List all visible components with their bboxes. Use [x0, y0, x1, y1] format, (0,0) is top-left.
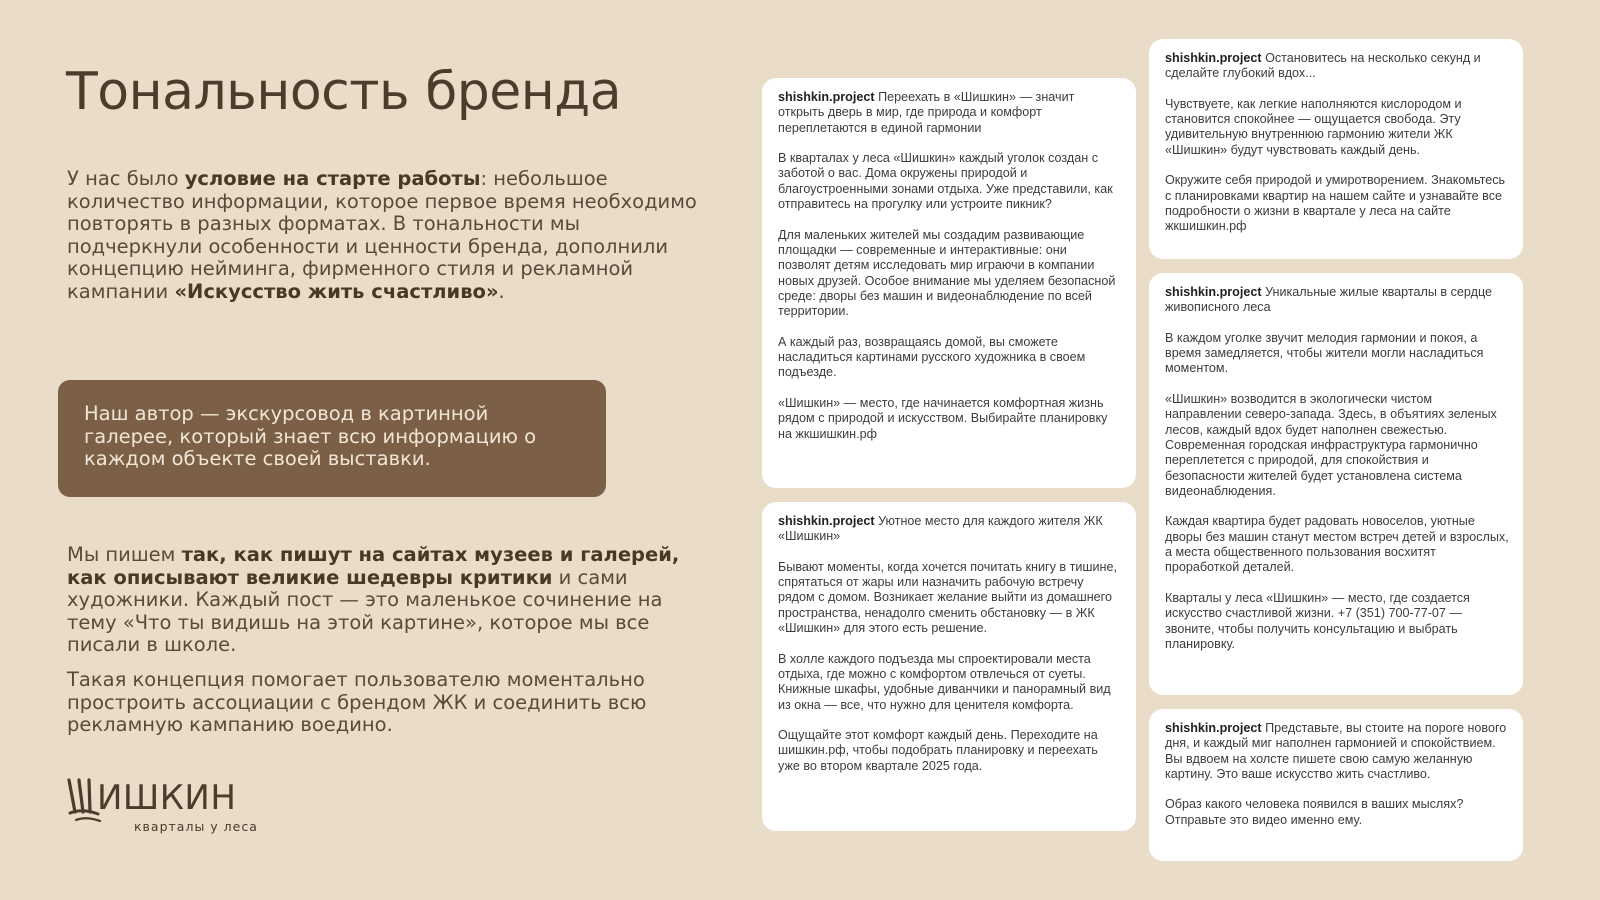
post-paragraph: Каждая квартира будет радовать новоселов, уютные дворы без машин станут местом встреч детей и взрослых, а места общественного пользования восхитят проработкой деталей. — [1165, 514, 1509, 575]
post-handle[interactable]: shishkin.project — [1165, 721, 1262, 735]
post-paragraph: Образ какого человека появился в ваших мыслях? Отправьте это видео именно ему. — [1165, 797, 1464, 827]
post-paragraph: Ощущайте этот комфорт каждый день. Переходите на шишкин.рф, чтобы подобрать планировку и переехать уже во втором квартале 2025 года. — [778, 728, 1098, 773]
post-paragraph: Чувствуете, как легкие наполняются кислородом и становится спокойнее — ощущается свобода. Эту удивительную внутреннюю гармонию жители ЖК «Шишкин» будут чувствовать каждый день. — [1165, 96, 1462, 157]
post-lead: shishkin.project Остановитесь на несколько секунд и сделайте глубокий вдох... — [1165, 51, 1481, 81]
post-paragraph: А каждый раз, возвращаясь домой, вы сможете насладиться картинами русского художника в своем подъезде. — [778, 334, 1086, 380]
author-quote-text: Наш автор — экскурсовод в картинной галерее, который знает всю информацию о каждом объекте своей выставки. — [84, 402, 537, 470]
post-paragraph: В каждом уголке звучит мелодия гармонии и покоя, а время замедляется, чтобы жители могли насладиться моментом. — [1165, 330, 1484, 376]
post-card — [1149, 709, 1523, 861]
post-lead: shishkin.project Переехать в «Шишкин» — значит открыть дверь в мир, где природа и комфорт переплетаются в единой гармонии — [778, 90, 1075, 135]
post-paragraph: Окружите себя природой и умиротворением. Знакомьтесь с планировками квартир на нашем сайте и узнавайте все подробности о жизни в квартале у леса на сайте жкшишкин.рф — [1165, 173, 1506, 234]
post-paragraph: «Шишкин» — место, где начинается комфортная жизнь рядом с природой и искусством. Выбирайте планировку на жкшишкин.рф — [778, 395, 1108, 441]
post-paragraph: В кварталах у леса «Шишкин» каждый уголок создан с заботой о вас. Дома окружены природой и благоустроенными зонами отдыха. Уже представили, как отправитесь на прогулку или устроите пикник? — [778, 151, 1113, 212]
author-quote-box — [58, 380, 606, 497]
post-lead: shishkin.project Уютное место для каждого жителя ЖК «Шишкин» — [778, 514, 1103, 544]
logo-tagline: кварталы у леса — [134, 819, 258, 834]
page-title: Тональность бренда — [66, 62, 622, 122]
brand-logo — [66, 778, 266, 838]
concept-paragraph: Такая концепция помогает пользователю моментально простроить ассоциации с брендом ЖК и соединить всю рекламную кампанию воедино. — [67, 668, 647, 736]
post-card — [762, 78, 1136, 488]
intro-paragraph: У нас было условие на старте работы: небольшое количество информации, которое первое время необходимо повторять в разных форматах. В тональности мы подчеркнули особенности и ценности бренда, дополнили концепцию нейминга, фирменного стиля и рекламной кампании «Искусство жить счастливо». — [67, 167, 697, 303]
post-card — [1149, 273, 1523, 695]
post-paragraph: Бывают моменты, когда хочется почитать книгу в тишине, спрятаться от жары или назначить рабочую встречу рядом с домом. Возникает желание выйти из домашнего пространства, ненадолго сменить обстановку — в ЖК «Шишкин» для этого есть решение. — [778, 559, 1118, 636]
post-paragraph: «Шишкин» возводится в экологически чистом направлении северо-запада. Здесь, в объятиях зеленых лесов, каждый вдох будет наполнен свежестью. Современная городская инфраструктура гармонично переплетется с природой, для спокойствия и безопасности жителей будет установлена система видеонаблюдения. — [1165, 392, 1497, 498]
post-paragraph: Кварталы у леса «Шишкин» — место, где создается искусство счастливой жизни. +7 (351) 700-77-07 — звоните, чтобы получить консультацию и выбрать планировку. — [1165, 590, 1470, 651]
post-lead: shishkin.project Уникальные жилые кварталы в сердце живописного леса — [1165, 285, 1493, 315]
post-handle[interactable]: shishkin.project — [778, 90, 875, 104]
post-handle[interactable]: shishkin.project — [1165, 51, 1262, 65]
logo-wordmark: ИШКИН — [97, 778, 237, 818]
post-handle[interactable]: shishkin.project — [1165, 285, 1262, 299]
post-handle[interactable]: shishkin.project — [778, 514, 875, 528]
post-lead: shishkin.project Представьте, вы стоите на пороге нового дня, и каждый миг наполнен гармонией и спокойствием. Вы вдвоем на холсте пишете свою самую желанную картину. Это ваше искусство жить счастливо. — [1165, 721, 1507, 781]
approach-paragraph: Мы пишем так, как пишут на сайтах музеев и галерей, как описывают великие шедевры критики и сами художники. Каждый пост — это маленькое сочинение на тему «Что ты видишь на этой картине», которое мы все писали в школе. — [67, 543, 680, 656]
post-card — [762, 502, 1136, 831]
post-paragraph: Для маленьких жителей мы создадим развивающие площадки — современные и интерактивные: они позволят детям исследовать мир играючи в компании новых друзей. Особое внимание мы уделяем безопасной среде: дворы без машин и видеонаблюдение по всей территории. — [778, 227, 1116, 319]
post-card — [1149, 39, 1523, 259]
post-paragraph: В холле каждого подъезда мы спроектировали места отдыха, где можно с комфортом отвлечься от суеты. Книжные шкафы, удобные диванчики и панорамный вид из окна — все, что нужно для ценителя комфорта. — [778, 651, 1111, 712]
